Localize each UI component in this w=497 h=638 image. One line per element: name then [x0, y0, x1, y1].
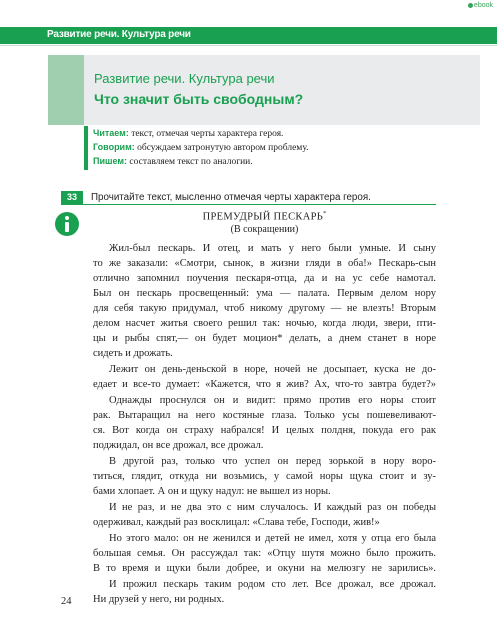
goals-accent-bar	[84, 126, 88, 170]
story-line: для себя такую придумал, чтоб никому другому — не влезть! Вторым	[93, 303, 436, 314]
story-line: поджидал, он все дрожал, все дрожал.	[93, 440, 264, 451]
story-line: отлично запомнил поучения пескаря-отца, да и на ус себе намотал.	[93, 273, 436, 284]
info-icon	[55, 212, 79, 236]
story-line: В то время и щуки были добрее, и окуни на мелюзгу не зарились».	[93, 563, 436, 574]
lesson-title: Что значит быть свободным?	[94, 91, 304, 107]
ebook-logo: ebook	[468, 2, 493, 9]
story-line: Лежит он день-деньской в норе, ночей не досыпает, куска не до-	[109, 364, 436, 375]
lesson-kicker: Развитие речи. Культура речи	[94, 71, 275, 86]
story-line: Ни друзей у него, ни родных.	[93, 594, 225, 605]
story-line: рак. Вытаращил на него костяные глаза. Только усы пошевеливают-	[93, 410, 436, 421]
story-line: Однажды проснулся он и видит: прямо против его норы стоит	[109, 395, 436, 406]
goal-write: Пишем: составляем текст по аналогии.	[93, 156, 253, 167]
story-line: титься, глядит, откуда ни возьмись, у самой норы щука стоит и зу-	[93, 471, 436, 482]
story-line: Но этого мало: он не женился и детей не имел, хотя у отца его была	[109, 533, 436, 544]
story-line: цы и рыбы спят,— он будет моцион* делать, а днем станет в норе	[93, 333, 436, 344]
story-line: едает и все-то думает: «Кажется, что я жив? Ах, что-то завтра будет?»	[93, 379, 436, 390]
story-line: делом насчет житья своего решил так: ночью, когда люди, звери, пти-	[93, 318, 436, 329]
section-header-text: Развитие речи. Культура речи	[47, 29, 191, 40]
story-line: сидеть и дрожать.	[93, 348, 173, 359]
lesson-heading-square	[48, 55, 84, 125]
story-line: ся. Вот когда он страху набрался! И целых полдня, покуда его рак	[93, 425, 436, 436]
story-line: то же заказали: «Смотри, сынок, в жизни гляди в оба!» Пескарь-сын	[93, 258, 436, 269]
story-line: И не раз, и не два это с ним случалось. И каждый раз он победы	[109, 502, 436, 513]
story-line: бами хлопает. А он и щуку надул: не вышел из норы.	[93, 486, 331, 497]
story-subtitle: (В сокращении)	[230, 224, 299, 235]
task-instruction: Прочитайте текст, мысленно отмечая черты характера героя.	[91, 192, 371, 203]
story-line: Жил-был пескарь. И отец, и мать у него были умные. И сыну	[109, 243, 436, 254]
story-title: ПРЕМУДРЫЙ ПЕСКАРЬ*	[202, 211, 327, 223]
story-line: большая семья. Он рассуждал так: «Отцу шутя можно было прожить.	[93, 548, 436, 559]
story-line: одерживал, каждый раз восклицал: «Слава тебе, Господи, жив!»	[93, 517, 380, 528]
story-line: В другой раз, только что успел он перед зорькой в нору воро-	[109, 456, 436, 467]
task-underline	[61, 204, 436, 205]
page-number: 24	[61, 596, 72, 607]
story-line: Был он пескарь просвещенный: ума — палата. Первым делом нору	[93, 288, 436, 299]
header-divider	[0, 45, 497, 46]
goal-read: Читаем: текст, отмечая черты характера героя.	[93, 128, 284, 139]
lesson-heading-panel	[48, 55, 480, 125]
task-number-badge: 33	[61, 191, 83, 204]
goal-speak: Говорим: обсуждаем затронутую автором проблему.	[93, 142, 309, 153]
logo-dot-icon	[468, 3, 473, 8]
story-line: И прожил пескарь таким родом сто лет. Все дрожал, все дрожал.	[109, 579, 436, 590]
section-header-band	[0, 27, 497, 44]
